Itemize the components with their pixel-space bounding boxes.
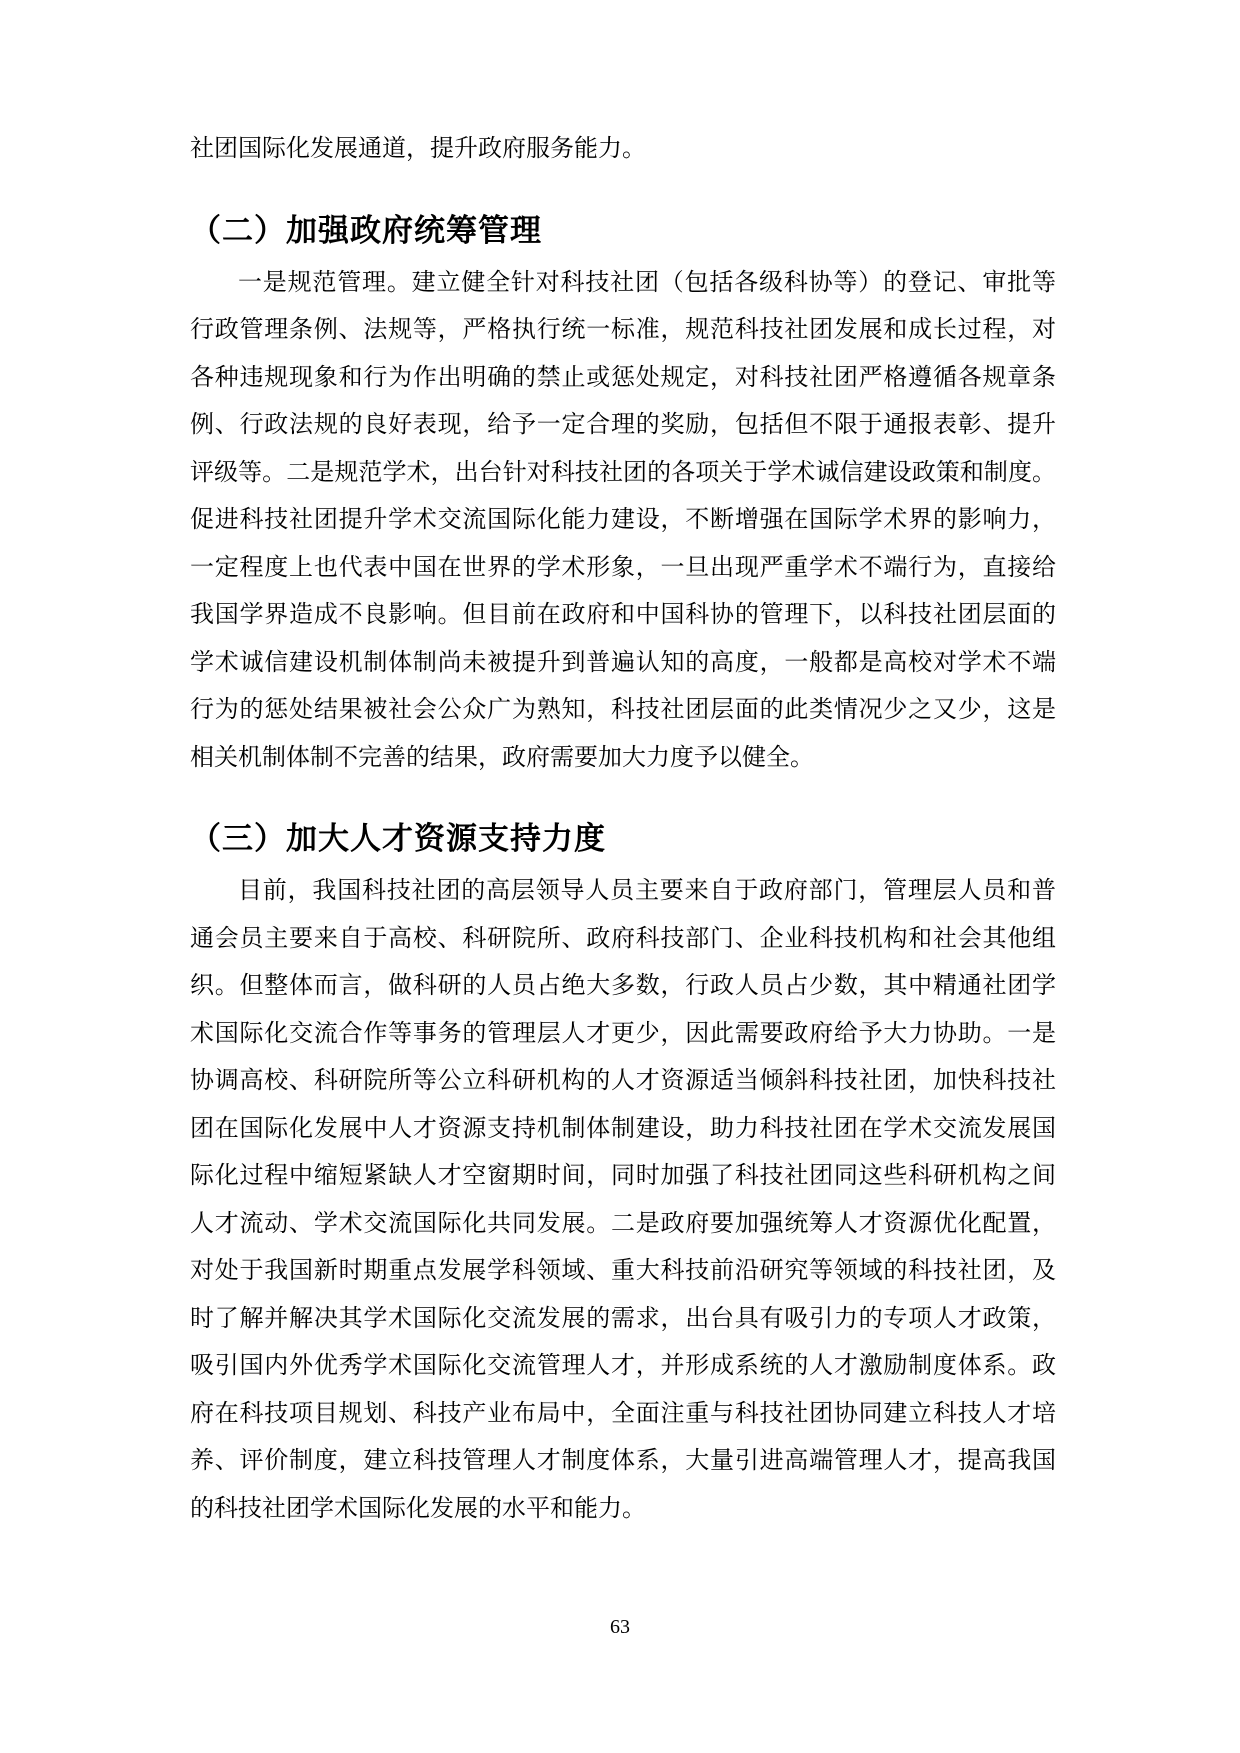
- text-line: 协调高校、科研院所等公立科研机构的人才资源适当倾斜科技社团，加快科技社: [190, 1068, 1056, 1094]
- page-content: [190, 126, 1056, 1533]
- text-line: 织。但整体而言，做科研的人员占绝大多数，行政人员占少数，其中精通社团学: [190, 973, 1056, 999]
- section-heading: （三）加大人才资源支持力度: [190, 821, 606, 856]
- text-line: 一定程度上也代表中国在世界的学术形象，一旦出现严重学术不端行为，直接给: [190, 554, 1056, 581]
- text-line: 促进科技社团提升学术交流国际化能力建设，不断增强在国际学术界的影响力，: [190, 507, 1056, 533]
- text-line: 的科技社团学术国际化发展的水平和能力。: [190, 1495, 646, 1522]
- text-line: 一是规范管理。建立健全针对科技社团（包括各级科协等）的登记、审批等: [238, 269, 1056, 296]
- text-line: 对处于我国新时期重点发展学科领域、重大科技前沿研究等领域的科技社团，及: [190, 1258, 1056, 1284]
- text-line: 相关机制体制不完善的结果，政府需要加大力度予以健全。: [190, 744, 814, 771]
- page-number: 63: [610, 1616, 630, 1638]
- text-line: 际化过程中缩短紧缺人才空窗期时间，同时加强了科技社团同这些科研机构之间: [190, 1163, 1056, 1189]
- text-line: 养、评价制度，建立科技管理人才制度体系，大量引进高端管理人才，提高我国: [190, 1448, 1056, 1474]
- text-line: 学术诚信建设机制体制尚未被提升到普遍认知的高度，一般都是高校对学术不端: [190, 649, 1056, 676]
- text-line: 评级等。二是规范学术，出台针对科技社团的各项关于学术诚信建设政策和制度。: [190, 459, 1056, 486]
- text-line: 时了解并解决其学术国际化交流发展的需求，出台具有吸引力的专项人才政策，: [190, 1305, 1056, 1332]
- text-line: 各种违规现象和行为作出明确的禁止或惩处规定，对科技社团严格遵循各规章条: [190, 364, 1056, 391]
- text-line: 行政管理条例、法规等，严格执行统一标准，规范科技社团发展和成长过程，对: [190, 317, 1056, 343]
- text-line: 例、行政法规的良好表现，给予一定合理的奖励，包括但不限于通报表彰、提升: [190, 412, 1056, 438]
- text-line: 府在科技项目规划、科技产业布局中，全面注重与科技社团协同建立科技人才培: [190, 1400, 1056, 1427]
- section-heading: （二）加强政府统筹管理: [190, 212, 542, 248]
- text-line: 团在国际化发展中人才资源支持机制体制建设，助力科技社团在学术交流发展国: [190, 1115, 1056, 1142]
- text-line: 我国学界造成不良影响。但目前在政府和中国科协的管理下，以科技社团层面的: [190, 602, 1056, 628]
- text-line: 行为的惩处结果被社会公众广为熟知，科技社团层面的此类情况少之又少，这是: [190, 697, 1056, 723]
- text-line: 通会员主要来自于高校、科研院所、政府科技部门、企业科技机构和社会其他组: [190, 925, 1056, 952]
- text-line: 人才流动、学术交流国际化共同发展。二是政府要加强统筹人才资源优化配置，: [190, 1210, 1056, 1237]
- text-line: 社团国际化发展通道，提升政府服务能力。: [190, 136, 646, 162]
- text-line: 术国际化交流合作等事务的管理层人才更少，因此需要政府给予大力协助。一是: [190, 1020, 1056, 1047]
- text-line: 吸引国内外优秀学术国际化交流管理人才，并形成系统的人才激励制度体系。政: [190, 1353, 1056, 1379]
- text-line: 目前，我国科技社团的高层领导人员主要来自于政府部门，管理层人员和普: [238, 878, 1056, 904]
